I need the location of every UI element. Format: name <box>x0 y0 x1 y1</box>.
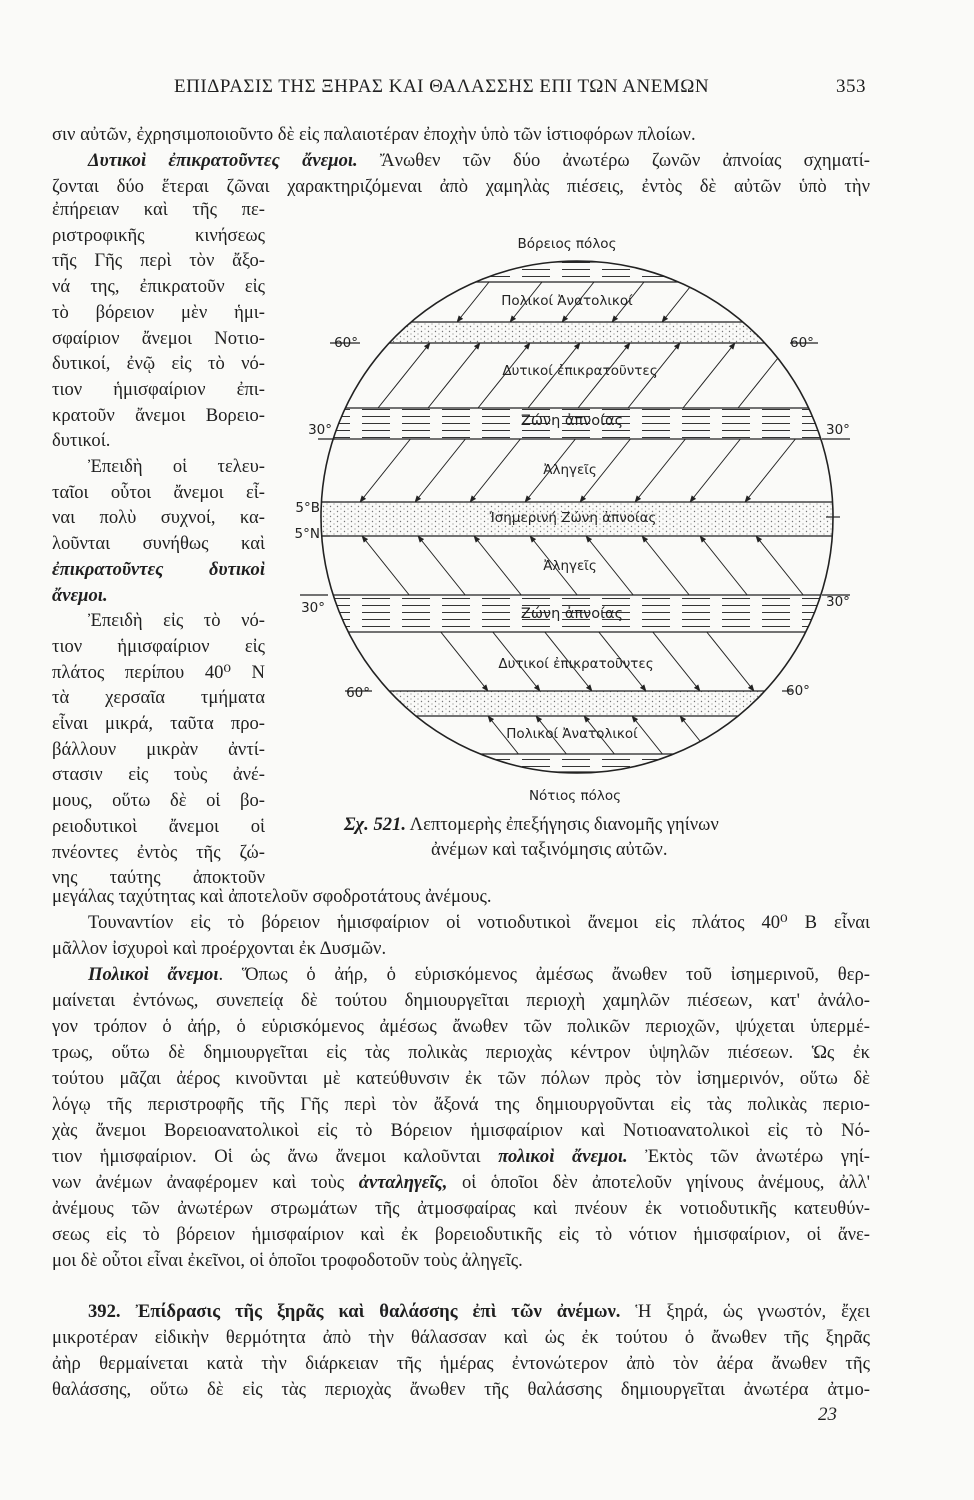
text-run: δυτικοί. <box>52 430 111 452</box>
subpolar-low-band-south <box>300 691 860 716</box>
zone-label-polar-easterlies-n: Πολικοί Ἀνατολικοί <box>501 293 633 309</box>
text-run: Ἐπειδὴ εἰς τὸ νό- <box>88 610 265 632</box>
zone-label-polar-easterlies-s: Πολικοί Ἀνατολικοί <box>506 726 638 742</box>
text-run: Ἐπειδὴ οἱ τελευ- <box>88 456 265 477</box>
text-run: Ἄνωθεν τῶν δύο ἀνωτέρω ζωνῶν ἀπνοίας σχηματί- <box>357 150 871 171</box>
text-line <box>52 1299 870 1325</box>
text-line <box>52 1377 870 1403</box>
text-run: τούτου μᾶζαι ἀέρος κινοῦνται μὲ κατεύθυνσιν ἐκ τῶν πόλων πρὸς τὸν ἰσημερινόν, οὕτω δὲ <box>52 1068 870 1089</box>
text-line <box>52 1248 870 1274</box>
lat-label-30s-left: 30° <box>301 600 325 616</box>
text-run: τὰ χερσαῖα τμήματα <box>52 687 265 709</box>
text-run: Τουναντίον εἰς τὸ βόρειον ἡμισφαίριον οἱ νοτιοδυτικοὶ ἄνεμοι εἰς πλάτος 40⁰ Β εἶναι <box>88 912 870 933</box>
text-run: Ἐκτὸς τῶν ἀνωτέρω γηί- <box>627 1146 871 1167</box>
text-line <box>52 1014 870 1040</box>
text-run: Ἡ ξηρά, ὡς γνωστόν, ἔχει <box>620 1301 870 1322</box>
text-line <box>52 1066 870 1092</box>
wind-arrow <box>690 439 740 502</box>
zone-label-westerlies-s: Δυτικοί ἐπικρατοῦντες <box>498 656 654 672</box>
emphasized-heading: Δυτικοὶ ἐπικρατοῦντες ἄνεμοι. <box>88 150 358 171</box>
text-line <box>52 1170 870 1196</box>
text-run: χὰς ἄνεμοι Βορειοανατολικοὶ εἰς τὸ Βόρειον ἡμισφαίριον καὶ Νοτιοανατολικοὶ εἰς τὸ Νό- <box>52 1120 870 1141</box>
text-line <box>52 988 870 1014</box>
text-line <box>52 962 870 988</box>
text-run: στασιν εἰς τοὺς ἀνέ- <box>52 764 265 786</box>
lat-label-5n: 5°B <box>295 500 320 516</box>
zone-label-westerlies-n: Δυτικοί ἐπικρατοῦντες <box>502 363 658 379</box>
lat-label-30n-right: 30° <box>826 422 850 438</box>
text-run: νά της, ἐπικρατοῦν εἰς <box>52 276 265 298</box>
text-run: ταῖοι οὗτοι ἄνεμοι εἶ- <box>52 481 265 503</box>
text-run: πλάτος περίπου 40⁰ Ν <box>52 661 265 683</box>
text-run: μικροτέραν εἰδικὴν θερμότητα ἀπὸ τὴν θάλασσαν καὶ ὡς ἐκ τούτου ὁ ἄνωθεν τῆς ξηρᾶς <box>52 1327 870 1348</box>
wind-arrow <box>683 343 735 408</box>
text-run: . Ὅπως ὁ ἀήρ, ὁ εὑρισκόμενος ἀμέσως ἄνωθεν τοῦ ἰσημερινοῦ, θερ- <box>218 964 870 985</box>
zone-label-trades-n: Ἀληγεῖς <box>543 462 597 478</box>
text-run: ἀὴρ θερμαίνεται κατὰ τὴν διάρκειαν τῆς ἡμέρας ἐντονώτερον ἀπὸ τὸν ἀέρα ἄνωθεν τῆς <box>52 1353 870 1374</box>
south-pole-label: Νότιος πόλος <box>528 788 622 804</box>
emphasized-heading: 392. Ἐπίδρασις τῆς ξηρᾶς καὶ θαλάσσης ἐπὶ τῶν ἀνέμων. <box>88 1301 621 1322</box>
text-line <box>52 1196 870 1222</box>
wind-arrow <box>362 536 409 595</box>
text-line <box>52 1325 870 1351</box>
text-run: σεως εἰς τὸ βόρειον ἡμισφαίριον καὶ ἐκ βορειοδυτικῆς εἰς τὸ νότιον ἡμισφαίριον, οἱ ἄνε- <box>52 1224 870 1245</box>
text-run: λόγῳ τῆς περιστροφῆς τῆς Γῆς περὶ τὸν ἄξονά της δημιουργοῦνται εἰς τὰς πολικὰς περιο- <box>52 1094 870 1115</box>
text-run: μᾶλλον ἰσχυροὶ καὶ προέρχονται ἐκ Δυσμῶν. <box>52 938 387 959</box>
polar-cap-band-south <box>300 754 860 772</box>
text-run: τιον ἡμισφαίριον. Οἱ ὡς ἄνω ἄνεμοι καλοῦνται <box>52 1146 499 1167</box>
wind-arrow <box>738 343 790 408</box>
wind-arrow <box>378 343 430 408</box>
lat-label-30s-right: 30° <box>826 594 850 610</box>
lat-label-60s-right: 60° <box>786 683 810 699</box>
lat-label-60s-left: 60° <box>346 685 370 701</box>
text-line <box>52 936 870 962</box>
text-run: δυτικοί, ἐνῷ εἰς τὸ νό- <box>52 353 265 375</box>
text-run: μοι δὲ οὗτοι εἶναι ἐκεῖνοι, οἱ ὁποῖοι τροφοδοτοῦν τοὺς ἀληγεῖς. <box>52 1250 523 1271</box>
text-run: μαίνεται ἐντόνως, συνεπείᾳ δὲ τούτου δημιουργεῖται περιοχὴ χαμηλῶν πιέσεων, κατ' ἀνάλο- <box>52 990 870 1011</box>
subpolar-low-band-north <box>300 322 860 343</box>
wind-arrow <box>360 439 410 502</box>
emphasized-heading: ἀνταληγεῖς, <box>358 1172 448 1193</box>
wind-arrow <box>707 632 754 691</box>
running-title: ΕΠΙΔΡΑΣΙΣ ΤΗΣ ΞΗΡΑΣ ΚΑΙ ΘΑΛΑΣΣΗΣ ΕΠΙ ΤΩΝ ΑΝΕΜΩΝ <box>174 76 710 97</box>
wind-arrow <box>470 439 520 502</box>
wind-arrow <box>415 439 465 502</box>
text-run: εἶναι μικρά, ταῦτα προ- <box>52 713 265 734</box>
text-run: σιν αὐτῶν, ἐχρησιμοποιοῦντο δὲ εἰς παλαιοτέραν ἐποχὴν ὑπὸ τῶν ἱστιοφόρων πλοίων. <box>52 124 696 145</box>
wind-arrow <box>700 536 747 595</box>
text-run: βάλλουν μικρὰν ἀντί- <box>52 738 265 760</box>
page-number: 353 <box>836 76 866 97</box>
text-line <box>52 1144 870 1170</box>
lat-label-60n-right: 60° <box>790 335 814 351</box>
text-line <box>52 884 870 910</box>
text-run: ναι πολὺ συχνοί, κα- <box>52 507 265 529</box>
signature-mark: 23 <box>818 1404 837 1425</box>
text-line <box>52 1351 870 1377</box>
wind-arrow <box>428 343 480 408</box>
emphasized-heading: ἐπικρατοῦντες δυτικοὶ <box>52 558 265 580</box>
wind-arrow <box>756 536 803 595</box>
zone-label-calm-s: Ζώνη ἀπνοίας <box>520 606 624 622</box>
north-pole-label: Βόρειος πόλος <box>517 236 617 252</box>
wind-arrow <box>474 536 521 595</box>
wind-arrow <box>653 632 700 691</box>
text-run: λοῦνται συνήθως καὶ <box>52 533 265 555</box>
text-run: ρειοδυτικοὶ ἄνεμοι οἱ <box>52 815 265 837</box>
text-run: τρως, οὕτω δὲ δημιουργεῖται εἰς τὰς πολικὰς περιοχὰς κέντρον ὑψηλῶν πιέσεων. Ὡς ἐκ <box>52 1042 870 1063</box>
text-run: θαλάσσης, οὕτω δὲ εἰς τὰς περιοχὰς ἄνωθεν τῆς θαλάσσης δημιουργεῖται ἀνωτέρα ἀτμο- <box>52 1379 870 1400</box>
text-run: σφαίριον ἄνεμοι Νοτιο- <box>52 327 265 349</box>
wind-arrow <box>642 536 689 595</box>
text-run: πνέοντες ἐντὸς τῆς ζώ- <box>52 841 265 863</box>
text-run: κρατοῦν ἄνεμοι Βορειο- <box>52 404 265 426</box>
emphasized-heading: ἄνεμοι. <box>52 584 108 606</box>
figure-caption-line-2: ἀνέμων καὶ ταξινόμησις αὐτῶν. <box>431 839 668 860</box>
wind-arrow <box>745 439 795 502</box>
text-run: ἐπήρειαν καὶ τῆς πε- <box>52 199 265 220</box>
text-run: τιον ἡμισφαίριον εἰς <box>52 635 265 657</box>
text-run: τιον ἡμισφαίριον ἐπι- <box>52 378 265 400</box>
wind-arrow <box>680 716 710 754</box>
zone-label-calm-n: Ζώνη ἀπνοίας <box>520 413 624 429</box>
text-run: τῆς Γῆς περὶ τὸν ἄξο- <box>52 250 265 272</box>
zone-label-trades-s: Ἀληγεῖς <box>543 558 597 574</box>
figure-caption <box>344 814 719 836</box>
zone-label-equatorial-calm: Ἰσημερινή Ζώνη ἀπνοίας <box>489 510 657 526</box>
text-run: μους, οὕτω δὲ οἱ βο- <box>52 790 265 812</box>
lat-label-60n-left: 60° <box>334 335 358 351</box>
text-run: ζονται δύο ἕτεραι ζῶναι χαρακτηριζόμεναι ἀπὸ χαμηλὰς πιέσεις, ἐντὸς δὲ αὐτῶν ὑπὸ τὴν <box>52 176 870 197</box>
text-run: νης ταύτης ἀποκτοῦν <box>52 867 265 889</box>
lat-label-30n-left: 30° <box>308 422 332 438</box>
wind-arrow <box>418 536 465 595</box>
text-run: ἀνέμους τῶν ἀνωτέρων στρωμάτων τῆς ἀτμοσφαίρας καὶ πνέουν ἐκ νοτιοδυτικῆς κατευθύν- <box>52 1198 870 1219</box>
text-run: νων ἀνέμων ἀναφέρομεν καὶ τοὺς <box>52 1172 359 1193</box>
wind-arrow <box>662 282 694 322</box>
text-run: οἱ ὁποῖοι δὲν ἀποτελοῦν γηίνους ἀνέμους, ἀλλ' <box>447 1172 871 1193</box>
wind-arrow <box>635 439 685 502</box>
text-run: ριστροφικῆς κινήσεως <box>52 224 265 246</box>
polar-cap-band-north <box>300 262 860 282</box>
text-line <box>52 1092 870 1118</box>
text-line <box>52 1118 870 1144</box>
text-run: μεγάλας ταχύτητας καὶ ἀποτελοῦν σφοδροτάτους ἀνέμους. <box>52 886 492 907</box>
text-line <box>52 1222 870 1248</box>
lat-label-5s: 5°N <box>294 526 320 542</box>
caption-line-1: Λεπτομερὴς ἐπεξήγησις διανομῆς γηίνων <box>409 814 719 835</box>
text-run: τὸ βόρειον μὲν ἡμι- <box>52 301 265 323</box>
figure-number: Σχ. 521. <box>344 814 406 835</box>
text-line <box>52 910 870 936</box>
text-line <box>52 1040 870 1066</box>
emphasized-heading: Πολικοὶ ἄνεμοι <box>88 964 219 985</box>
emphasized-heading: πολικοὶ ἄνεμοι. <box>498 1146 628 1167</box>
wind-arrow <box>441 632 488 691</box>
text-run: γον τρόπον ὁ ἀήρ, ὁ εὑρισκόμενος ἀμέσως ἄνωθεν τῶν πολικῶν περιοχῶν, ψύχεται ὑπερμέ- <box>52 1016 870 1037</box>
